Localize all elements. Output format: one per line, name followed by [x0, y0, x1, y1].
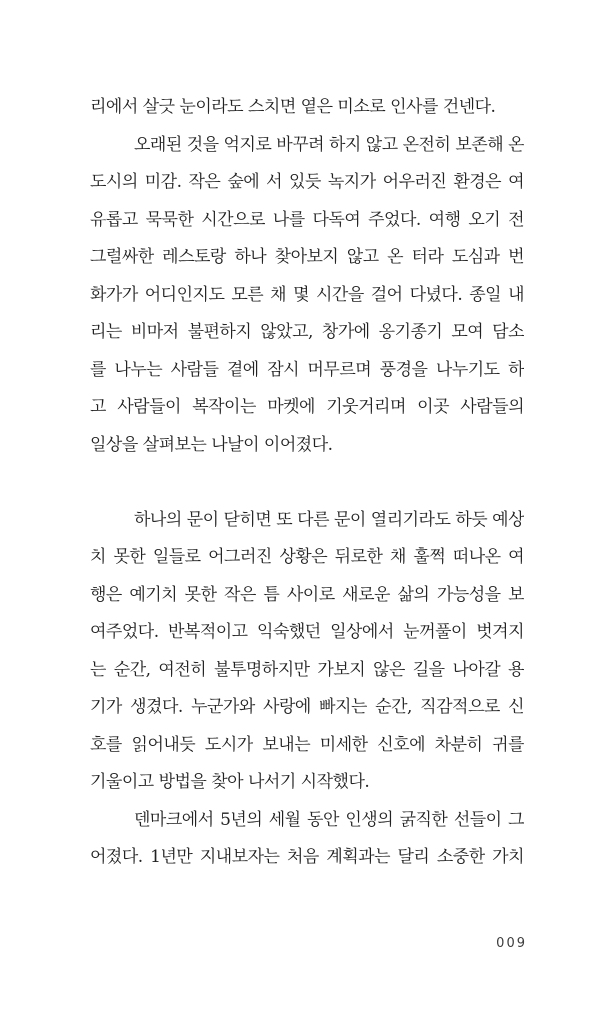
text-line: 고 사람들이 복작이는 마켓에 기웃거리며 이곳 사람들의 [90, 397, 524, 417]
text-line: 리에서 살긋 눈이라도 스치면 옅은 미소로 인사를 건넨다. [90, 97, 496, 117]
text-line: 하나의 문이 닫히면 또 다른 문이 열리기라도 하듯 예상 [134, 509, 524, 530]
text-line: 기가 생겼다. 누군가와 사랑에 빠지는 순간, 직감적으로 신 [90, 697, 524, 717]
text-line: 화가가 어디인지도 모른 채 몇 시간을 걸어 다녔다. 종일 내 [90, 284, 524, 305]
text-line: 유롭고 묵묵한 시간으로 나를 다독여 주었다. 여행 오기 전 [90, 209, 524, 230]
text-line: 도시의 미감. 작은 숲에 서 있듯 녹지가 어우러진 환경은 여 [90, 172, 524, 192]
text-line: 그럴싸한 레스토랑 하나 찾아보지 않고 온 터라 도심과 번 [90, 247, 524, 267]
blank-line [90, 464, 524, 502]
page-number: 009 [496, 936, 527, 951]
text-line: 리는 비마저 불편하지 않았고, 창가에 옹기종기 모여 담소 [90, 322, 524, 342]
text-line: 는 순간, 여전히 불투명하지만 가보지 않은 길을 나아갈 용 [90, 659, 524, 680]
text-line: 덴마크에서 5년의 세월 동안 인생의 굵직한 선들이 그 [134, 809, 524, 830]
text-line: 기울이고 방법을 찾아 나서기 시작했다. [90, 772, 370, 792]
text-line: 오래된 것을 억지로 바꾸려 하지 않고 온전히 보존해 온 [134, 134, 524, 155]
text-line: 호를 읽어내듯 도시가 보내는 미세한 신호에 차분히 귀를 [90, 734, 524, 755]
body-text-block [90, 89, 524, 877]
text-line: 일상을 살펴보는 나날이 이어졌다. [90, 434, 333, 455]
text-line: 어졌다. 1년만 지내보자는 처음 계획과는 달리 소중한 가치 [90, 847, 524, 867]
text-line: 치 못한 일들로 어그러진 상황은 뒤로한 채 훌쩍 떠나온 여 [90, 547, 524, 567]
text-line: 를 나누는 사람들 곁에 잠시 머무르며 풍경을 나누기도 하 [90, 359, 524, 380]
text-line: 행은 예기치 못한 작은 틈 사이로 새로운 삶의 가능성을 보 [90, 584, 524, 605]
text-line: 여주었다. 반복적이고 익숙했던 일상에서 눈꺼풀이 벗겨지 [90, 622, 524, 642]
